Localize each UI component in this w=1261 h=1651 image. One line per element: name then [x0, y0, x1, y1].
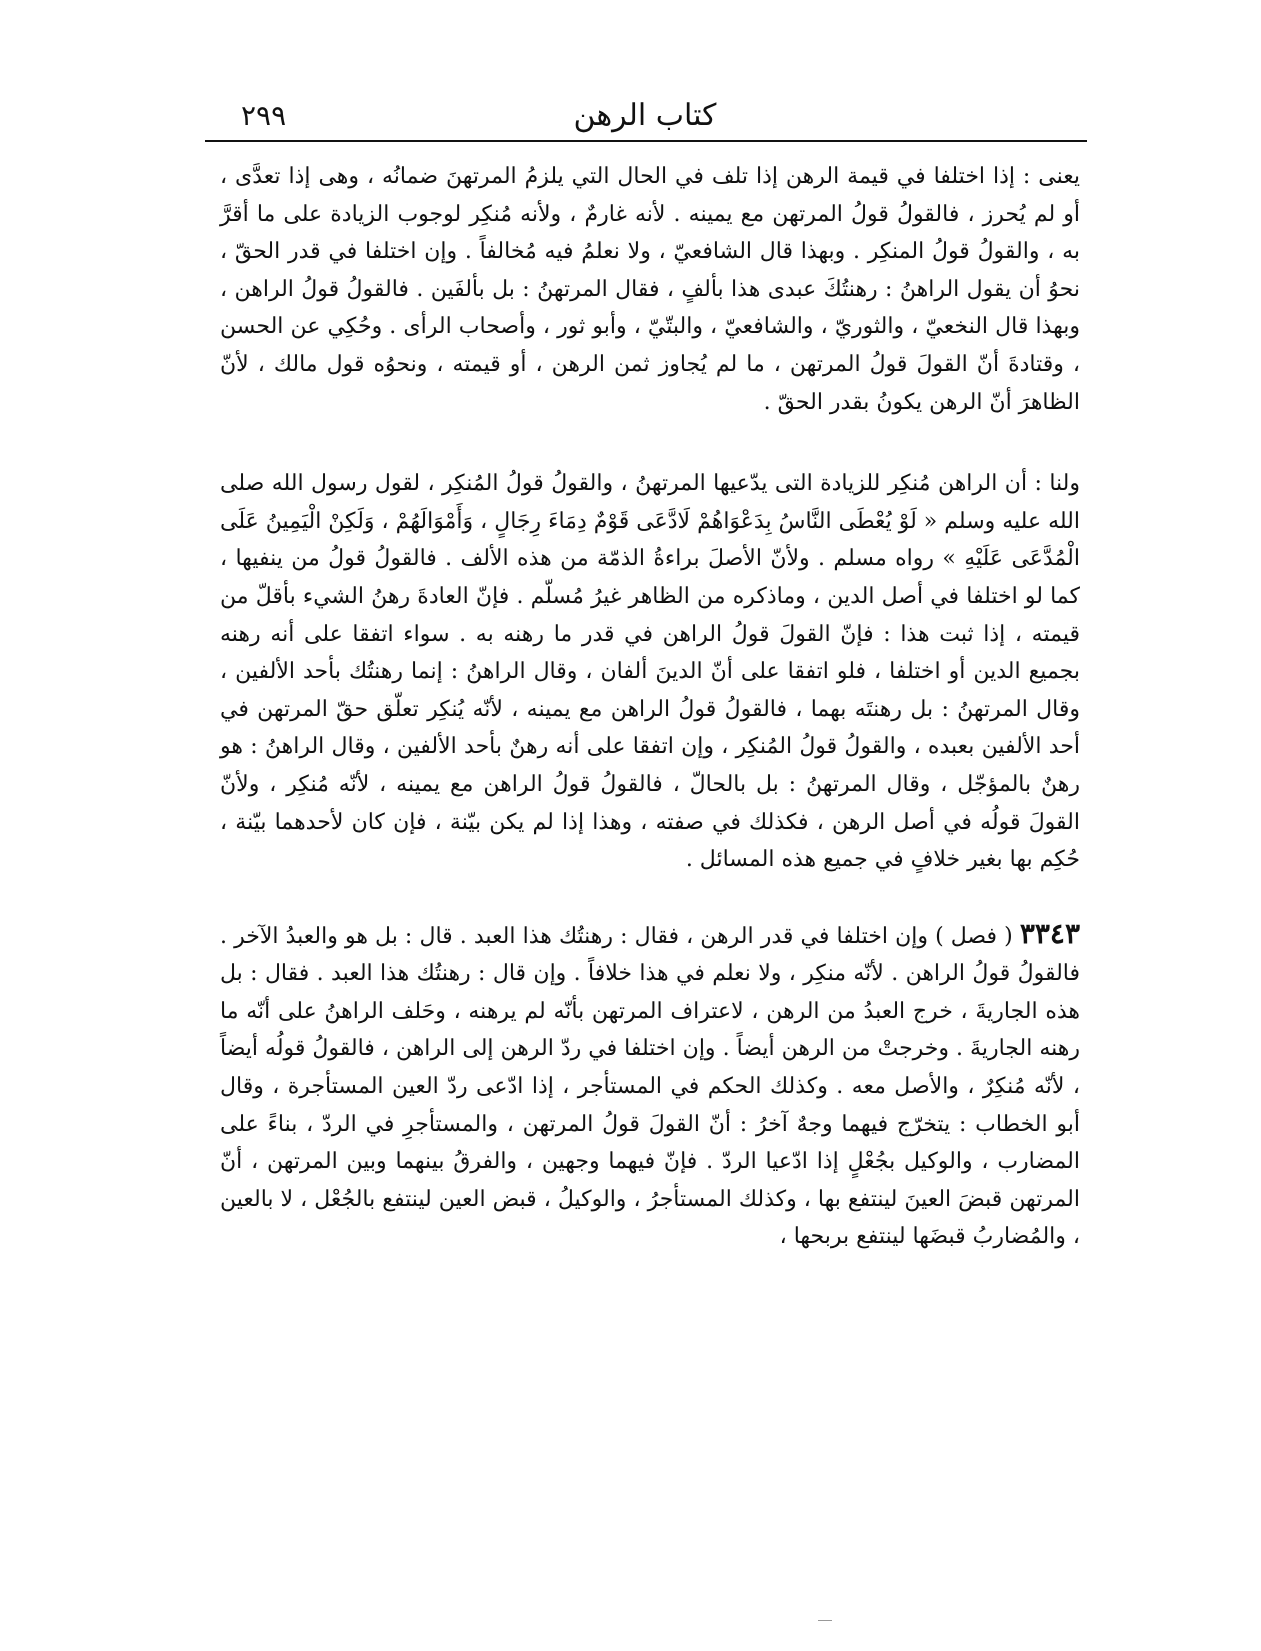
section-paragraph — [220, 915, 1080, 1256]
paragraph-2: ولنا : أن الراهن مُنكِر للزيادة التى يدّعيها المرتهنُ ، والقولُ قولُ المُنكِر ، لقول رسول الله صلى الله عليه وسلم « لَوْ يُعْطَى النَّاسُ بِدَعْوَاهُمْ لَادَّعَى قَوْمٌ دِمَاءَ رِجَالٍ ، وَأَمْوَالَهُمْ ، وَلَكِنْ الْيَمِينُ عَلَى الْمُدَّعَى عَلَيْهِ » رواه مسلم . ولأنّ الأصلَ براءةُ الذمّة من هذه الألف . فالقولُ قولُ من ينفيها ، كما لو اختلفا في أصل الدين ، وماذكره من الظاهر غيرُ مُسلّم . فإنّ العادةَ رهنُ الشيء بأقلّ من قيمته ، إذا ثبت هذا : فإنّ القولَ قولُ الراهن في قدر ما رهنه به . سواء اتفقا على أنه رهنه بجميع الدين أو اختلفا ، فلو اتفقا على أنّ الدينَ ألفان ، وقال الراهنُ : إنما رهنتُك بأحد الألفين ، وقال المرتهنُ : بل رهنتَه بهما ، فالقولُ قولُ الراهن مع يمينه ، لأنّه يُنكِر تعلّق حقّ المرتهن في أحد الألفين بعبده ، والقولُ قولُ المُنكِر ، وإن اتفقا على أنه رهنٌ بأحد الألفين ، وقال الراهنُ : هو رهنٌ بالمؤجّل ، وقال المرتهنُ : بل بالحالّ ، فالقولُ قولُ الراهن مع يمينه ، لأنّه مُنكِر ، ولأنّ القولَ قولُه في أصل الرهن ، فكذلك في صفته ، وهذا إذا لم يكن بيّنة ، فإن كان لأحدهما بيّنة ، حُكِم بها بغير خلافٍ في جميع هذه المسائل . — [220, 471, 1080, 873]
scan-mark — [818, 1620, 832, 1621]
page-header — [205, 84, 1085, 136]
section-text: ( فصل ) وإن اختلفا في قدر الرهن ، فقال : رهنتُك هذا العبد . قال : بل هو والعبدُ الآخر . فالقولُ قولُ الراهن . لأنّه منكِر ، ولا نعلم في هذا خلافاً . وإن قال : رهنتُك هذا العبد . فقال : بل هذه الجاريةَ ، خرج العبدُ من الرهن ، لاعتراف المرتهن بأنّه لم يرهنه ، وحَلف الراهنُ على أنّه ما رهنه الجاريةَ . وخرجتْ من الرهن أيضاً . وإن اختلفا في ردّ الرهن إلى الراهن ، فالقولُ قولُه أيضاً ، لأنّه مُنكِرٌ ، والأصل معه . وكذلك الحكم في المستأجر ، إذا ادّعى ردّ العين المستأجرة ، وقال أبو الخطاب : يتخرّج فيهما وجهٌ آخرُ : أنّ القولَ قولُ المرتهن ، والمستأجرِ في الردّ ، بناءً على المضارب ، والوكيل بجُعْلٍ إذا ادّعيا الردّ . فإنّ فيهما وجهين ، والفرقُ بينهما وبين المرتهن ، أنّ المرتهن قبضَ العينَ لينتفع بها ، وكذلك المستأجرُ ، والوكيلُ ، قبض العين لينتفع بالجُعْل ، لا بالعين ، والمُضاربُ قبضَها لينتفع بربحها ، — [220, 923, 1081, 1250]
page-number: ٢٩٩ — [241, 99, 287, 132]
paragraph-1: يعنى : إذا اختلفا في قيمة الرهن إذا تلف في الحال التي يلزمُ المرتهنَ ضمانُه ، وهى إذا تعدَّى ، أو لم يُحرز ، فالقولُ قولُ المرتهن مع يمينه . لأنه غارمٌ ، ولأنه مُنكِر لوجوب الزيادة على ما أقرَّ به ، والقولُ قولُ المنكِر . وبهذا قال الشافعيّ ، ولا نعلمُ فيه مُخالفاً . وإن اختلفا في قدر الحقّ ، نحوُ أن يقول الراهنُ : رهنتُكَ عبدى هذا بألفٍ ، فقال المرتهنُ : بل بألفَين . فالقولُ قولُ الراهن ، وبهذا قال النخعيّ ، والثوريّ ، والشافعيّ ، والبتّيّ ، وأبو ثور ، وأصحاب الرأى . وحُكِي عن الحسن ، وقتادةَ أنّ القولَ قولُ المرتهن ، ما لم يُجاوز ثمن الرهن ، أو قيمته ، ونحوُه قول مالك ، لأنّ الظاهرَ أنّ الرهن يكونُ بقدر الحقّ . — [220, 164, 1080, 415]
body-text — [220, 158, 1080, 1256]
section-number: ٣٣٤٣ — [1019, 916, 1080, 950]
running-title: كتاب الرهن — [573, 98, 717, 133]
header-divider — [205, 140, 1087, 142]
